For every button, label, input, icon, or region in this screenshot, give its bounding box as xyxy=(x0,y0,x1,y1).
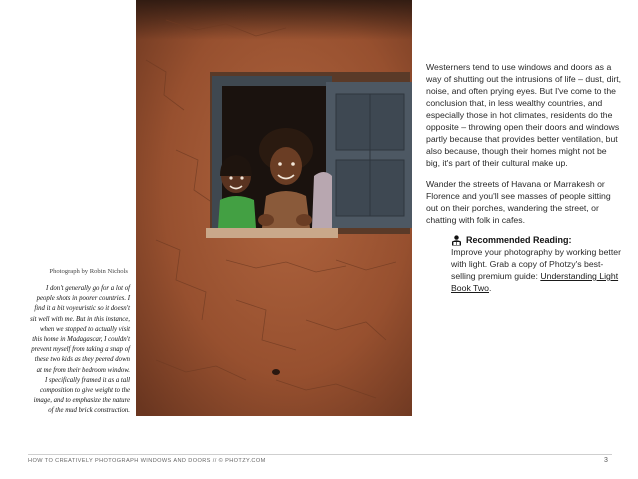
caption-line: these two kids as they peered down xyxy=(34,356,130,364)
recommended-reading xyxy=(451,234,622,294)
roof-shadow xyxy=(136,0,412,40)
recommended-text xyxy=(451,246,622,294)
caption-line: this home in Madagascar, I couldn't xyxy=(32,336,130,344)
window-frame-top xyxy=(212,76,332,86)
paragraph-2: Wander the streets of Havana or Marrakesh or Florence and you'll see masses of people sitting out on their porches, wandering the street, or chatting with folk in cafes. xyxy=(426,179,611,225)
window-sill xyxy=(206,228,338,238)
recommended-heading: Recommended Reading: xyxy=(466,235,572,245)
caption-line: at me from their bedroom window. xyxy=(36,366,130,374)
reader-icon xyxy=(451,235,462,246)
photo-credit: Photograph by Robin Nichols xyxy=(49,268,128,275)
mud-brick-window-illustration xyxy=(136,0,412,416)
article-body xyxy=(426,61,622,294)
caption-line: when we stopped to actually visit xyxy=(39,325,130,333)
caption-line: I specifically framed it as a tall xyxy=(45,376,130,384)
caption-line: I don't generally go for a lot of xyxy=(46,285,130,292)
recommended-heading-row xyxy=(451,234,622,246)
caption-line: people shots in poorer countries. I xyxy=(36,295,130,303)
caption-line: image, and to emphasize the nature xyxy=(33,397,130,405)
caption-line: sit well with me. But in this instance, xyxy=(30,315,130,323)
third-figure xyxy=(312,172,332,228)
paragraph-1: Westerners tend to use windows and doors as a way of shutting out the intrusions of life – dust, dirt, noise, and often prying eyes. But I've come to the conclusion that, in less wealthy countries, and especially those in hot climates, residents do the opposite – throwing open their doors and windows partly because that provides better ventilation, but also because, though their homes might not be big, it's part of their cultural make up. xyxy=(426,62,622,168)
caption-line: composition to give weight to the xyxy=(39,387,130,395)
photo-caption xyxy=(6,268,130,417)
recommended-copy: Improve your photography by working better with light. Grab a copy of Photzy's best-selling premium guide: xyxy=(451,247,621,281)
guide-link[interactable]: Understanding Light Book Two xyxy=(451,271,619,293)
caption-line: find it a bit voyeuristic so it doesn't xyxy=(34,305,130,313)
footer-title: HOW TO CREATIVELY PHOTOGRAPH WINDOWS AND DOORS // © PHOTZY.COM xyxy=(28,458,266,464)
wall-hole xyxy=(272,369,280,375)
caption-line: of the mud brick construction. xyxy=(48,407,130,415)
window-photo xyxy=(136,0,412,416)
recommended-after: . xyxy=(489,283,492,293)
caption-line: prevent myself from taking a snap of xyxy=(31,346,130,354)
footer-divider xyxy=(28,454,612,455)
page-number: 3 xyxy=(604,457,608,464)
caption-text xyxy=(6,284,130,417)
